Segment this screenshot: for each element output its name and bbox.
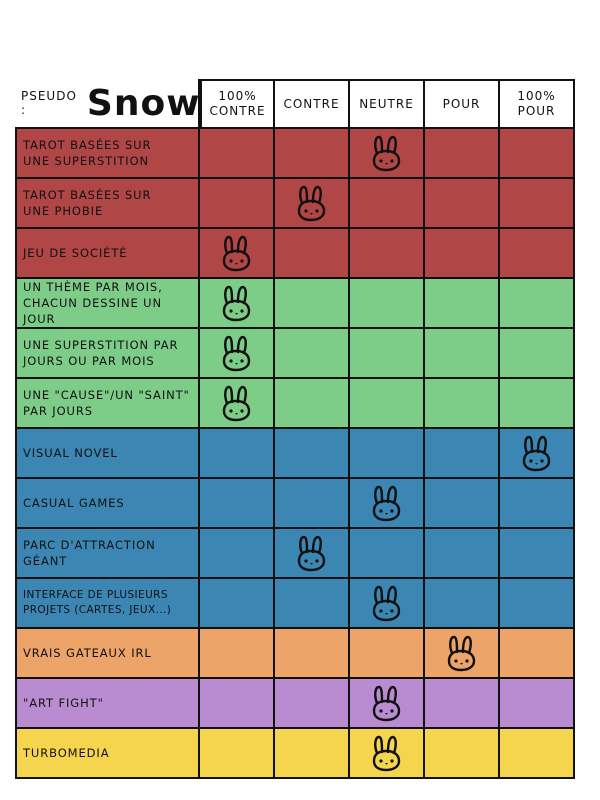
vote-cell[interactable]	[350, 129, 425, 179]
vote-cell[interactable]	[425, 479, 500, 529]
bunny-head-icon	[516, 433, 556, 473]
vote-cell[interactable]	[200, 479, 275, 529]
row-label: "ART FIGHT"	[15, 679, 200, 729]
bunny-head-icon	[441, 633, 481, 673]
vote-cell[interactable]	[275, 329, 350, 379]
vote-cell[interactable]	[425, 679, 500, 729]
row-label: UN THÈME PAR MOIS, CHACUN DESSINE UN JOUR	[15, 279, 200, 329]
row-label: VRAIS GATEAUX IRL	[15, 629, 200, 679]
bunny-head-icon	[366, 683, 406, 723]
vote-cell[interactable]	[350, 629, 425, 679]
row-label: VISUAL NOVEL	[15, 429, 200, 479]
bunny-head-icon	[366, 583, 406, 623]
bunny-head-icon	[291, 533, 331, 573]
vote-cell[interactable]	[500, 529, 575, 579]
vote-cell[interactable]	[500, 379, 575, 429]
vote-cell[interactable]	[275, 629, 350, 679]
vote-cell[interactable]	[425, 529, 500, 579]
vote-cell[interactable]	[200, 379, 275, 429]
vote-cell[interactable]	[350, 329, 425, 379]
vote-cell[interactable]	[500, 679, 575, 729]
vote-cell[interactable]	[425, 179, 500, 229]
pseudo-value: Snow	[86, 82, 201, 124]
column-header: POUR	[425, 79, 500, 129]
vote-cell[interactable]	[425, 729, 500, 779]
vote-cell[interactable]	[275, 279, 350, 329]
vote-cell[interactable]	[275, 229, 350, 279]
vote-cell[interactable]	[425, 329, 500, 379]
column-header: NEUTRE	[350, 79, 425, 129]
vote-cell[interactable]	[425, 129, 500, 179]
bunny-head-icon	[366, 133, 406, 173]
row-label: UNE "CAUSE"/UN "SAINT" PAR JOURS	[15, 379, 200, 429]
vote-cell[interactable]	[275, 579, 350, 629]
vote-cell[interactable]	[275, 429, 350, 479]
pseudo-cell	[15, 79, 200, 129]
bunny-head-icon	[366, 483, 406, 523]
pseudo-label: PSEUDO :	[21, 89, 77, 117]
bunny-head-icon	[216, 283, 256, 323]
row-label: PARC D'ATTRACTION GÉANT	[15, 529, 200, 579]
bunny-head-icon	[366, 733, 406, 773]
bunny-head-icon	[291, 183, 331, 223]
vote-cell[interactable]	[425, 229, 500, 279]
vote-cell[interactable]	[275, 679, 350, 729]
vote-cell[interactable]	[500, 129, 575, 179]
vote-cell[interactable]	[275, 529, 350, 579]
vote-cell[interactable]	[350, 229, 425, 279]
row-label: TAROT BASÉES SUR UNE SUPERSTITION	[15, 129, 200, 179]
vote-cell[interactable]	[200, 429, 275, 479]
row-label: UNE SUPERSTITION PAR JOURS OU PAR MOIS	[15, 329, 200, 379]
vote-cell[interactable]	[200, 679, 275, 729]
vote-cell[interactable]	[200, 279, 275, 329]
row-label: INTERFACE DE PLUSIEURS PROJETS (CARTES, JEUX...)	[15, 579, 200, 629]
vote-cell[interactable]	[500, 329, 575, 379]
vote-cell[interactable]	[350, 729, 425, 779]
row-label: CASUAL GAMES	[15, 479, 200, 529]
vote-cell[interactable]	[500, 629, 575, 679]
vote-cell[interactable]	[200, 329, 275, 379]
vote-cell[interactable]	[500, 729, 575, 779]
bunny-head-icon	[216, 333, 256, 373]
vote-cell[interactable]	[275, 379, 350, 429]
vote-cell[interactable]	[275, 179, 350, 229]
column-header: 100% CONTRE	[200, 79, 275, 129]
vote-cell[interactable]	[350, 529, 425, 579]
vote-cell[interactable]	[350, 179, 425, 229]
poll-table	[15, 79, 576, 779]
vote-cell[interactable]	[350, 579, 425, 629]
vote-cell[interactable]	[500, 279, 575, 329]
vote-cell[interactable]	[200, 729, 275, 779]
vote-cell[interactable]	[500, 429, 575, 479]
bunny-head-icon	[216, 383, 256, 423]
vote-cell[interactable]	[425, 629, 500, 679]
vote-cell[interactable]	[200, 229, 275, 279]
vote-cell[interactable]	[200, 179, 275, 229]
vote-cell[interactable]	[200, 579, 275, 629]
vote-cell[interactable]	[500, 179, 575, 229]
vote-cell[interactable]	[275, 729, 350, 779]
vote-cell[interactable]	[350, 379, 425, 429]
bunny-head-icon	[216, 233, 256, 273]
column-header: 100% POUR	[500, 79, 575, 129]
vote-cell[interactable]	[350, 429, 425, 479]
vote-cell[interactable]	[275, 129, 350, 179]
vote-cell[interactable]	[350, 279, 425, 329]
column-header: CONTRE	[275, 79, 350, 129]
row-label: JEU DE SOCIÉTÉ	[15, 229, 200, 279]
vote-cell[interactable]	[200, 529, 275, 579]
vote-cell[interactable]	[275, 479, 350, 529]
vote-cell[interactable]	[425, 279, 500, 329]
vote-cell[interactable]	[500, 579, 575, 629]
vote-cell[interactable]	[425, 429, 500, 479]
vote-cell[interactable]	[425, 579, 500, 629]
vote-cell[interactable]	[425, 379, 500, 429]
vote-cell[interactable]	[500, 479, 575, 529]
vote-cell[interactable]	[200, 129, 275, 179]
vote-cell[interactable]	[500, 229, 575, 279]
row-label: TAROT BASÉES SUR UNE PHOBIE	[15, 179, 200, 229]
vote-cell[interactable]	[350, 679, 425, 729]
vote-cell[interactable]	[350, 479, 425, 529]
vote-cell[interactable]	[200, 629, 275, 679]
row-label: TURBOMEDIA	[15, 729, 200, 779]
